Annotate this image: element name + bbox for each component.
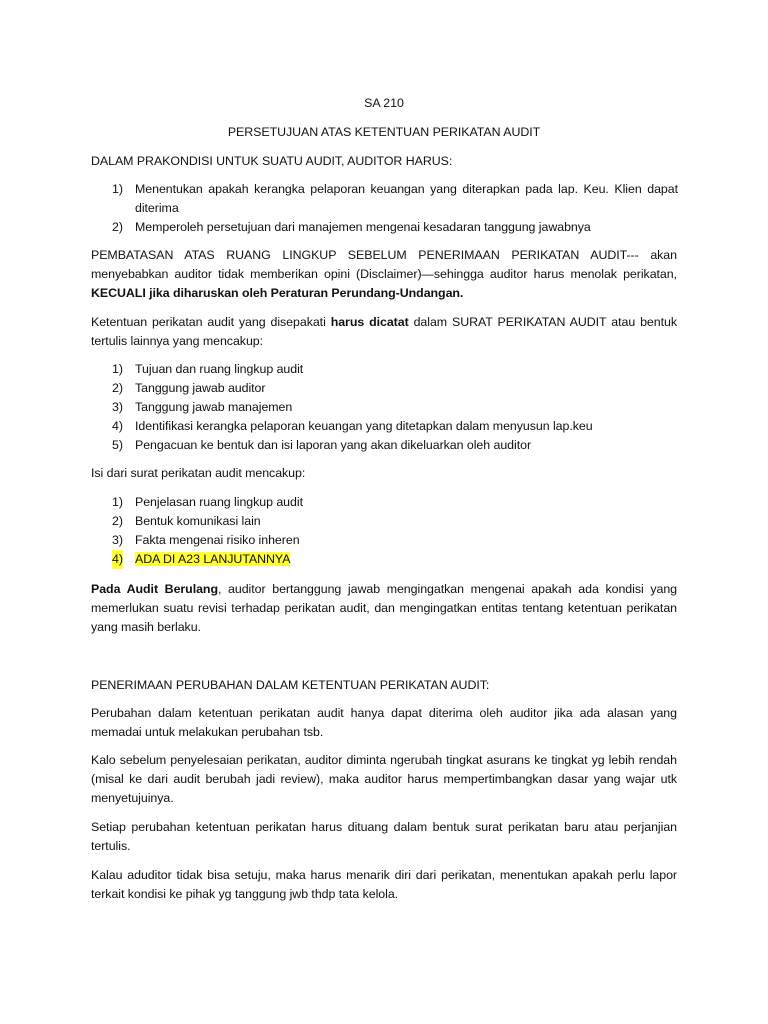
list-text: Penjelasan ruang lingkup audit [135, 495, 303, 509]
list-text: Identifikasi kerangka pelaporan keuangan yang ditetapkan dalam menyusun lap.keu [135, 419, 593, 433]
list-text: Tanggung jawab manajemen [135, 400, 293, 414]
list-item [112, 531, 678, 550]
list-number: 4) [112, 419, 123, 433]
list-number: 2) [112, 514, 123, 528]
list-number: 2) [112, 381, 123, 395]
list-text: Tanggung jawab auditor [135, 381, 266, 395]
list-item [112, 417, 678, 436]
section3-paragraph [91, 313, 677, 351]
list-number: 4) [112, 550, 123, 569]
list-text: Bentuk komunikasi lain [135, 514, 261, 528]
list-number: 2) [112, 220, 123, 234]
section2-bold-text: KECUALI jika diharuskan oleh Peraturan Perundang-Undangan. [91, 286, 464, 301]
list-number: 1) [112, 495, 123, 509]
section6-paragraph-3: Setiap perubahan ketentuan perikatan harus dituang dalam bentuk surat perikatan baru atau perjanjian tertulis. [91, 820, 677, 854]
list-text: Tujuan dan ruang lingkup audit [135, 362, 304, 376]
section6-heading: PENERIMAAN PERUBAHAN DALAM KETENTUAN PERIKATAN AUDIT: [91, 678, 490, 692]
section5-text: , auditor bertanggung jawab mengingatkan mengenai apakah ada kondisi yang memerlukan suatu revisi terhadap perikatan audit, dan mengingatkan entitas tentang ketentuan perikatan yang masih berlaku. [91, 582, 677, 635]
section2-text: PEMBATASAN ATAS RUANG LINGKUP SEBELUM PENERIMAAN PERIKATAN AUDIT--- akan menyebabkan auditor tidak memberikan opini (Disclaimer)—sehingga auditor harus menolak perikatan, [91, 248, 677, 282]
list-number: 1) [112, 182, 123, 196]
doc-code: SA 210 [364, 96, 404, 110]
section6-paragraph-2: Kalo sebelum penyelesaian perikatan, auditor diminta ngerubah tingkat asurans ke tingkat yg lebih rendah (misal ke dari audit berubah jadi review), maka auditor harus mempertimbangkan dasar yang wajar utk menyetujuinya. [91, 753, 677, 806]
list-text: Fakta mengenai risiko inheren [135, 533, 300, 547]
list-number: 3) [112, 533, 123, 547]
list-item [112, 218, 678, 237]
section5-paragraph [91, 580, 677, 638]
list-number: 3) [112, 400, 123, 414]
list-item [112, 398, 678, 417]
section5-bold-text: Pada Audit Berulang [91, 582, 218, 596]
section3-text-start: Ketentuan perikatan audit yang disepakati [91, 315, 331, 329]
list-text: Pengacuan ke bentuk dan isi laporan yang akan dikeluarkan oleh auditor [135, 438, 532, 452]
list-item [112, 436, 678, 455]
list-text-highlight [135, 550, 678, 569]
doc-title: PERSETUJUAN ATAS KETENTUAN PERIKATAN AUDIT [227, 125, 541, 139]
list-text: Menentukan apakah kerangka pelaporan keuangan yang diterapkan pada lap. Keu. Klien dapat diterima [135, 182, 678, 216]
list-item [112, 493, 678, 512]
highlighted-text: ADA DI A23 LANJUTANNYA [135, 552, 291, 566]
list-item [112, 550, 678, 569]
section2-paragraph [91, 246, 677, 304]
section3-text-end: dalam SURAT PERIKATAN AUDIT atau bentuk tertulis lainnya yang mencakup: [91, 315, 677, 349]
list-item [112, 360, 678, 379]
section4-intro: Isi dari surat perikatan audit mencakup: [91, 466, 306, 480]
section6-paragraph-4: Kalau aduditor tidak bisa setuju, maka harus menarik diri dari perikatan, menentukan apakah perlu lapor terkait kondisi ke pihak yg tanggung jwb thdp tata kelola. [91, 868, 677, 902]
list-number: 1) [112, 362, 123, 376]
list-item [112, 512, 678, 531]
list-item [112, 379, 678, 398]
list-item [112, 180, 678, 218]
section6-paragraph-1: Perubahan dalam ketentuan perikatan audit hanya dapat diterima oleh auditor jika ada alasan yang memadai untuk melakukan perubahan tsb. [91, 706, 677, 740]
section1-heading: DALAM PRAKONDISI UNTUK SUATU AUDIT, AUDITOR HARUS: [91, 154, 453, 168]
section3-bold-text: harus dicatat [330, 315, 409, 329]
list-number: 5) [112, 438, 123, 452]
list-text: Memperoleh persetujuan dari manajemen mengenai kesadaran tanggung jawabnya [135, 220, 591, 234]
